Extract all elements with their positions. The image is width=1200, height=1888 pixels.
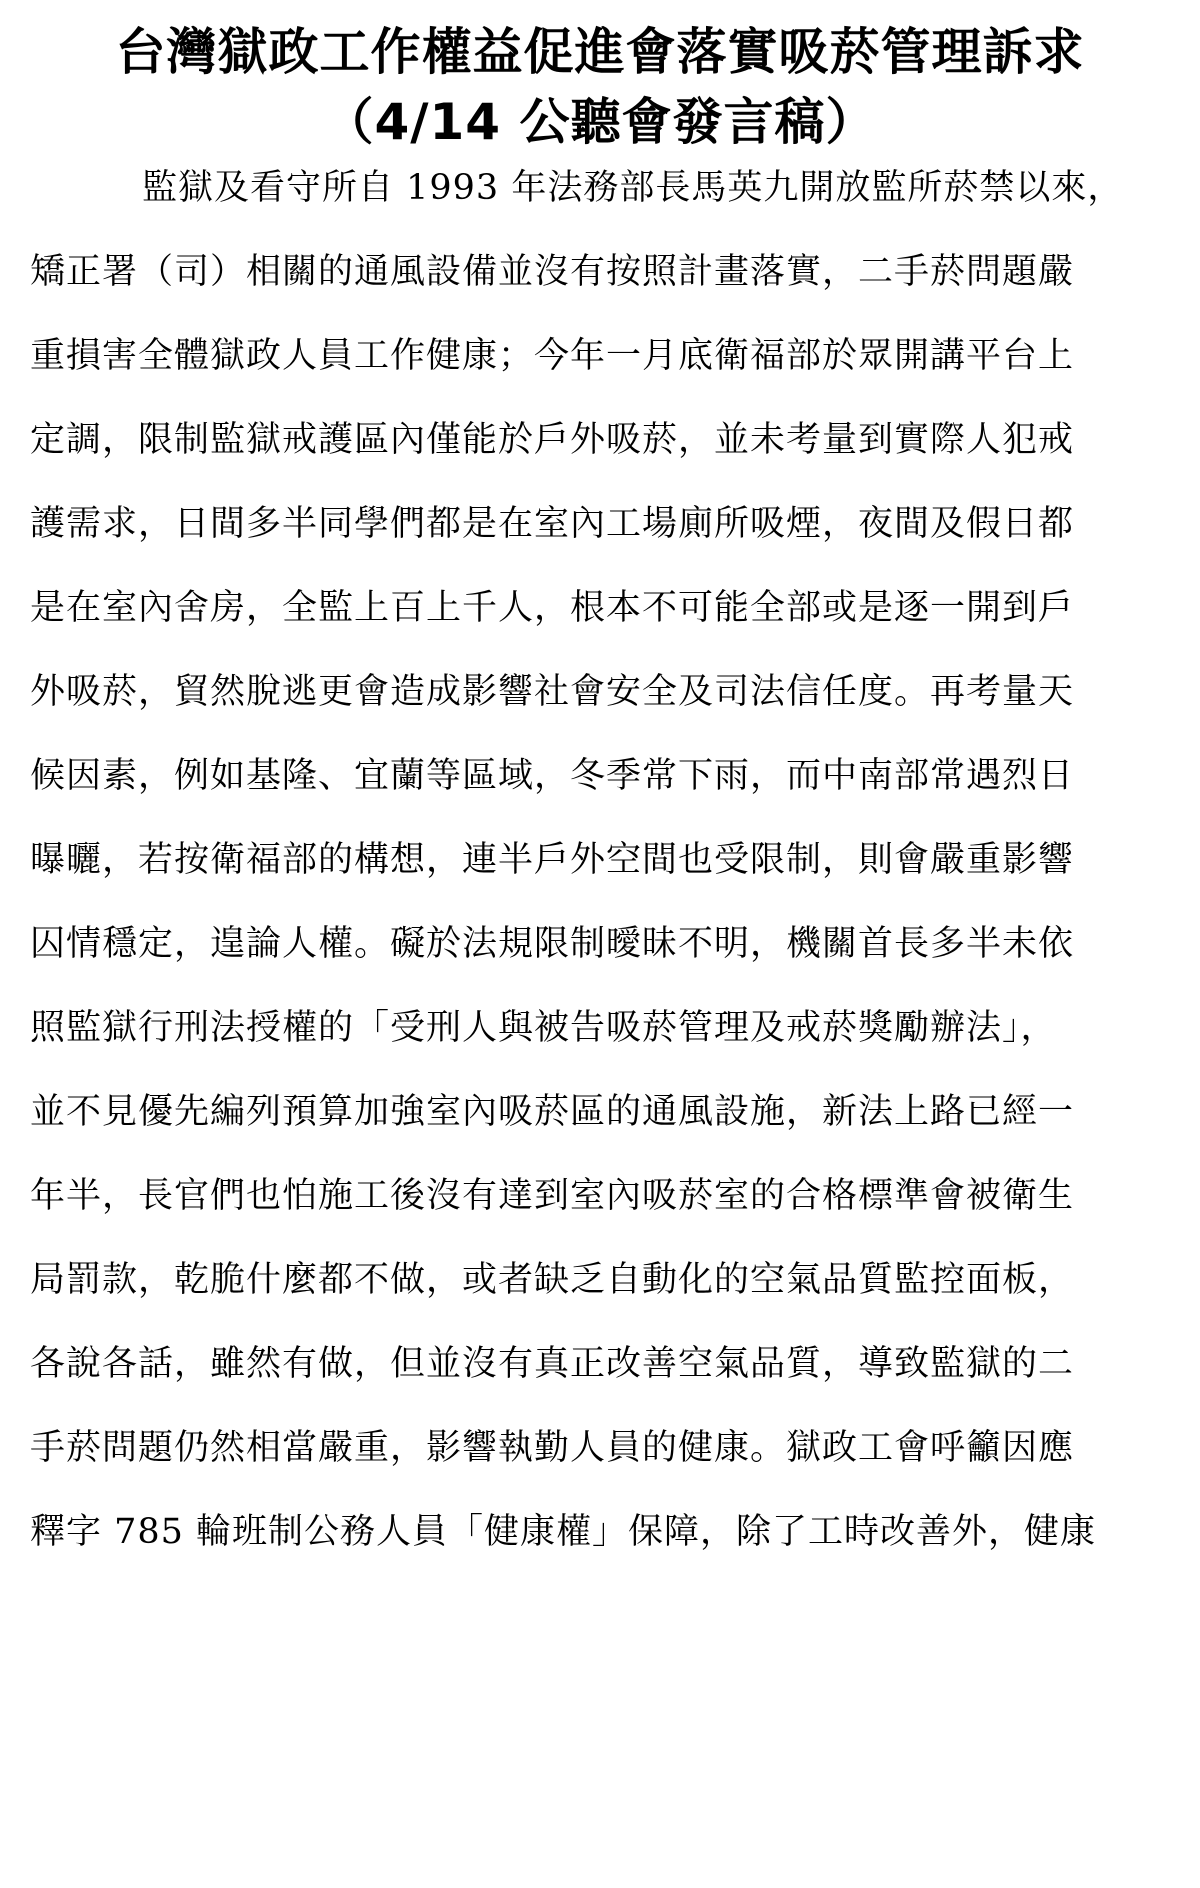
paragraph-line: 重損害全體獄政人員工作健康；今年一月底衛福部於眾開講平台上 — [30, 336, 1075, 376]
paragraph-line: 矯正署（司）相關的通風設備並沒有按照計畫落實，二手菸問題嚴 — [30, 252, 1075, 292]
paragraph-line: 囚情穩定，遑論人權。礙於法規限制曖昧不明，機關首長多半未依 — [30, 924, 1075, 964]
paragraph-line: 監獄及看守所自 1993 年法務部長馬英九開放監所菸禁以來， — [142, 168, 1124, 208]
paragraph-line: 手菸問題仍然相當嚴重，影響執勤人員的健康。獄政工會呼籲因應 — [30, 1428, 1075, 1468]
paragraph-line: 護需求，日間多半同學們都是在室內工場廁所吸煙，夜間及假日都 — [30, 504, 1075, 544]
paragraph-line: 候因素，例如基隆、宜蘭等區域，冬季常下雨，而中南部常遇烈日 — [30, 756, 1075, 796]
paragraph-line: 定調，限制監獄戒護區內僅能於戶外吸菸，並未考量到實際人犯戒 — [30, 420, 1075, 460]
paragraph-line: 曝曬，若按衛福部的構想，連半戶外空間也受限制，則會嚴重影響 — [30, 840, 1075, 880]
paragraph-line: 年半，長官們也怕施工後沒有達到室內吸菸室的合格標準會被衛生 — [30, 1176, 1075, 1216]
paragraph-line: 各說各話，雖然有做，但並沒有真正改善空氣品質，導致監獄的二 — [30, 1344, 1075, 1384]
document-subtitle: （4/14 公聽會發言稿） — [323, 93, 877, 151]
paragraph-line: 釋字 785 輪班制公務人員「健康權」保障，除了工時改善外，健康 — [30, 1512, 1097, 1552]
paragraph-line: 局罰款，乾脆什麼都不做，或者缺乏自動化的空氣品質監控面板， — [30, 1260, 1075, 1300]
paragraph-line: 照監獄行刑法授權的「受刑人與被告吸菸管理及戒菸獎勵辦法」， — [30, 1008, 1057, 1048]
paragraph-line: 並不見優先編列預算加強室內吸菸區的通風設施，新法上路已經一 — [30, 1092, 1075, 1132]
paragraph-line: 是在室內舍房，全監上百上千人，根本不可能全部或是逐一開到戶 — [30, 588, 1075, 628]
paragraph-line: 外吸菸，貿然脫逃更會造成影響社會安全及司法信任度。再考量天 — [30, 672, 1075, 712]
document-title: 台灣獄政工作權益促進會落實吸菸管理訴求 — [115, 23, 1085, 81]
